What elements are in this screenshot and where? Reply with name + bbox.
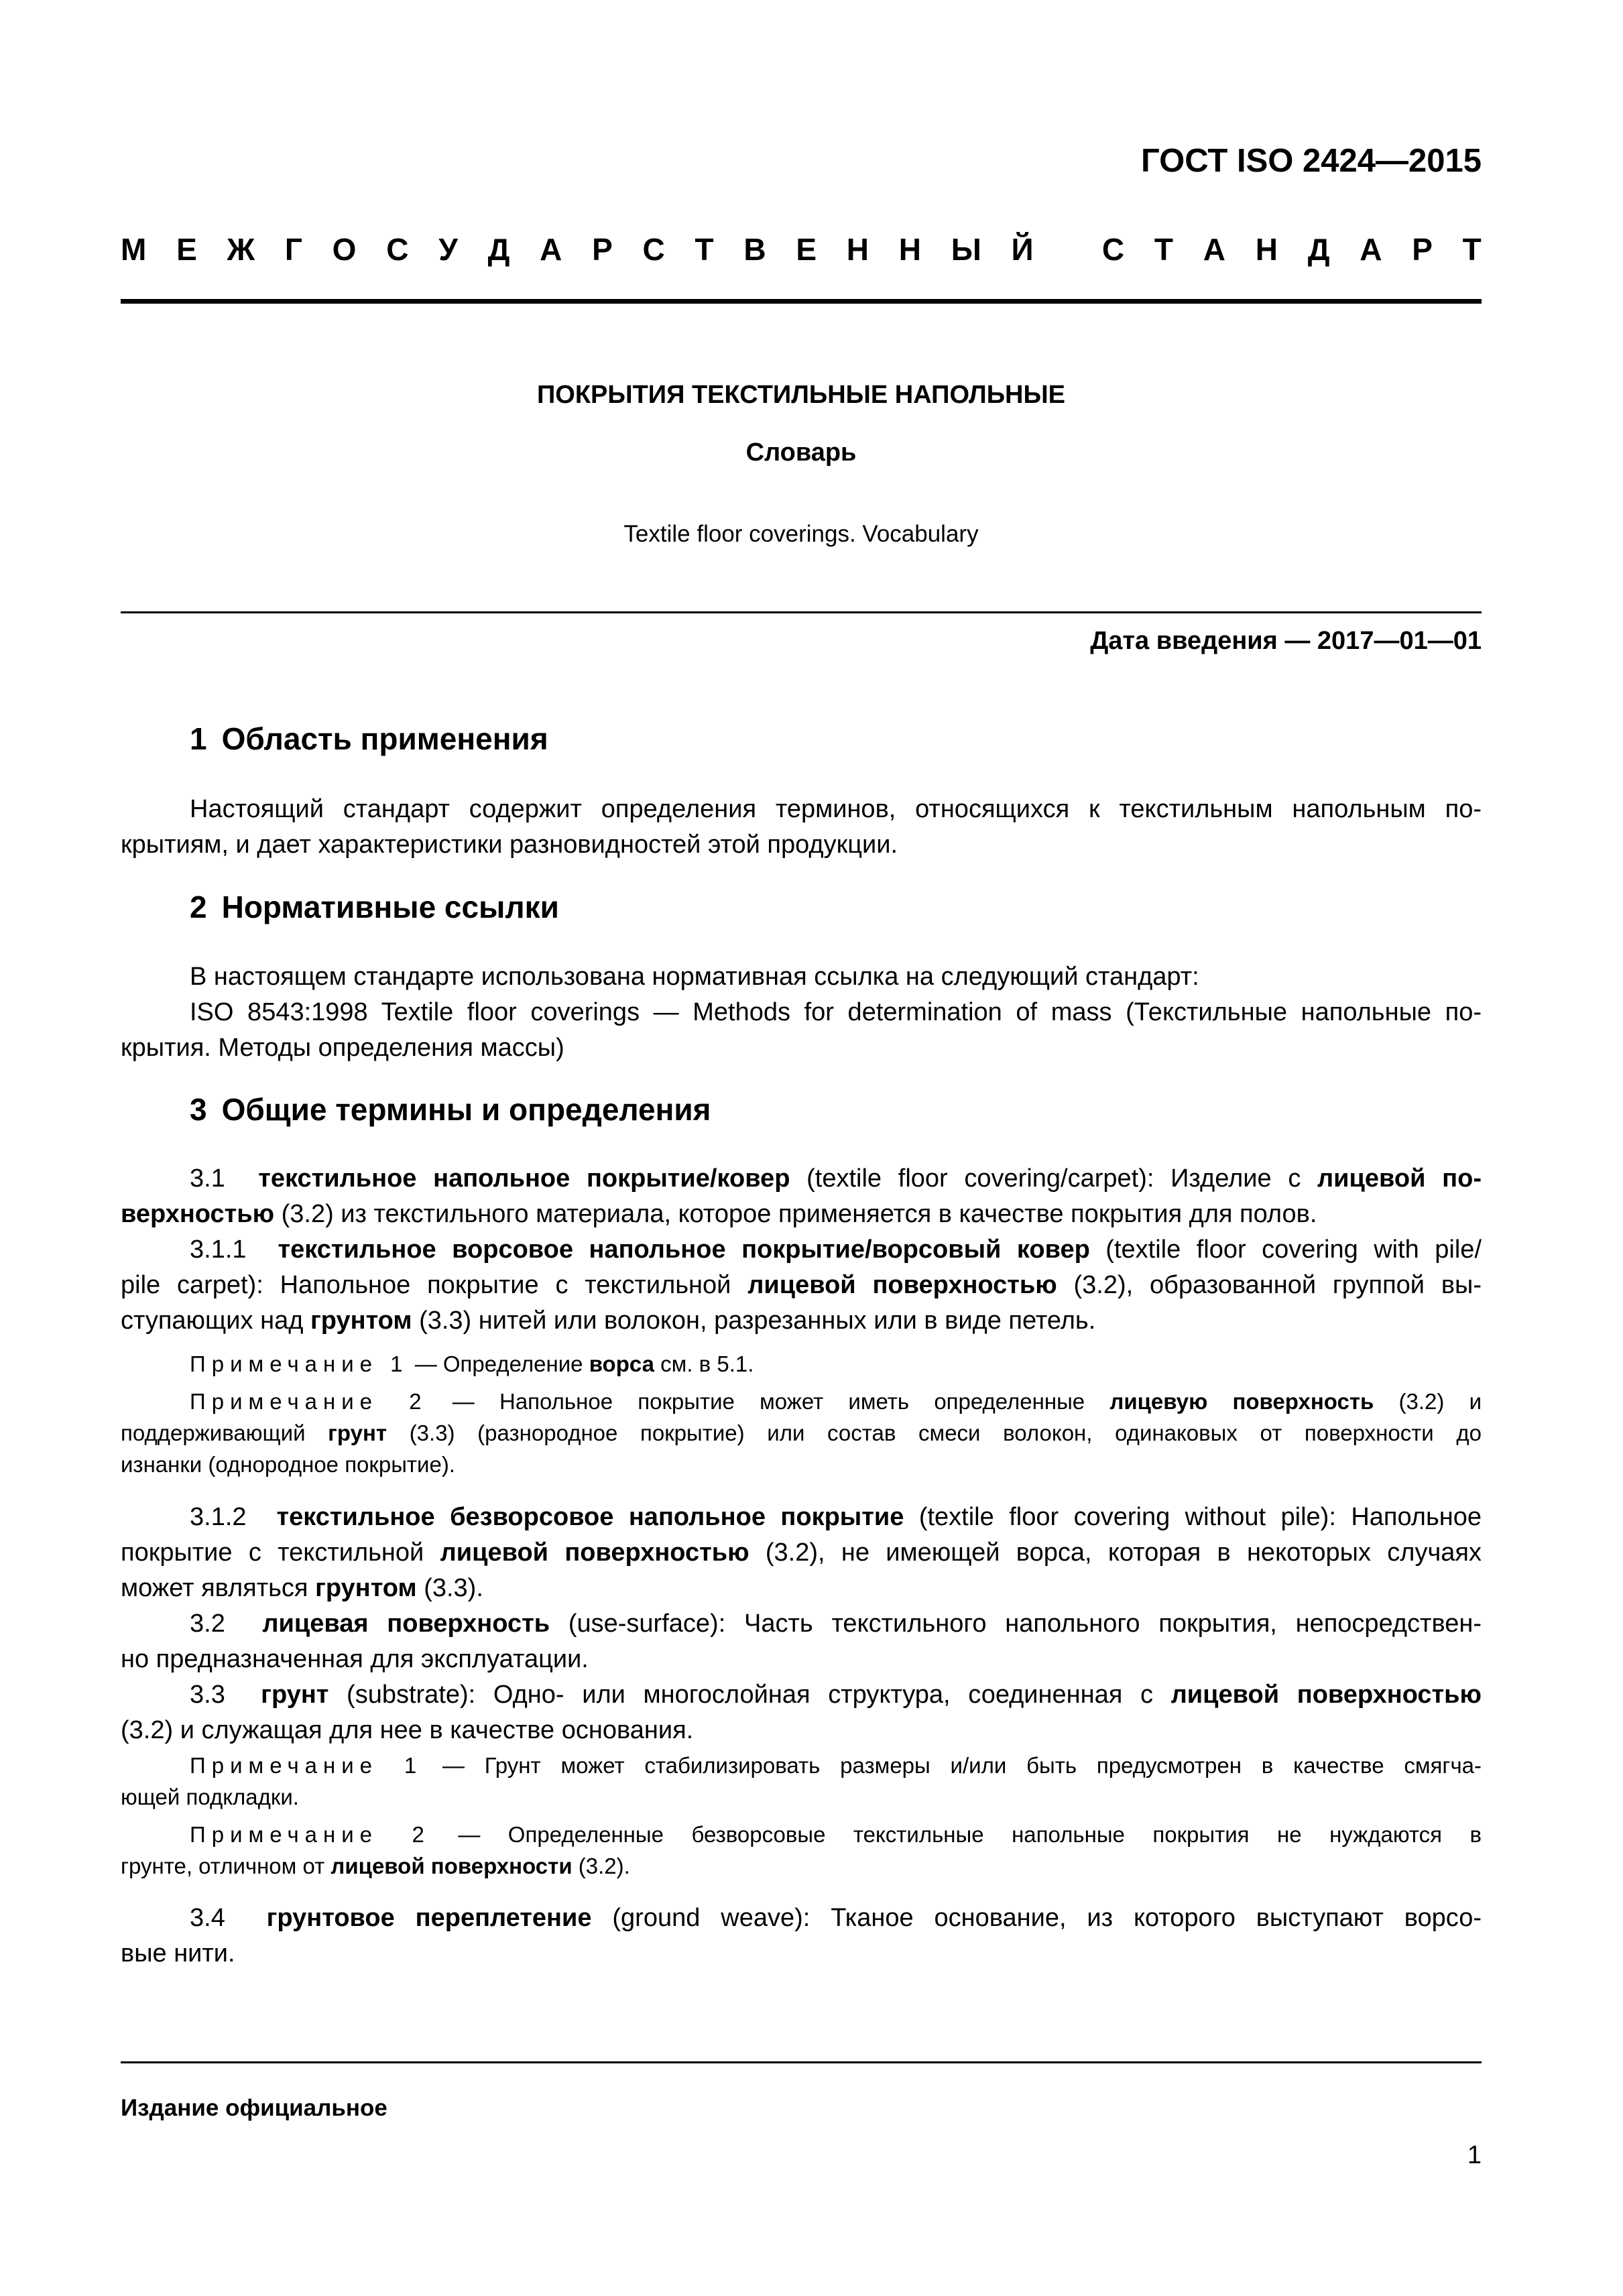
- term-3-4-block: [121, 1900, 1482, 1972]
- section-1-paragraph: [121, 792, 1482, 863]
- term-line: верхностью (3.2) из текстильного материала, которое применяется в качестве покрытия для полов.: [121, 1200, 1317, 1228]
- section-3-title: Общие термины и определения: [221, 1092, 711, 1127]
- heading-letter: [1063, 231, 1072, 267]
- interstate-standard-heading: [121, 231, 1482, 267]
- heading-letter: А: [1360, 232, 1382, 267]
- title-rule: [121, 611, 1482, 613]
- term-reference: ворса: [589, 1351, 654, 1376]
- term-name: текстильное ворсовое напольное покрытие/ворсовый ковер: [278, 1235, 1090, 1264]
- term-name: лицевая поверхность: [262, 1610, 550, 1638]
- paragraph-line: Настоящий стандарт содержит определения терминов, относящихся к текстильным напольным по-: [190, 795, 1482, 823]
- term-line: вые нити.: [121, 1939, 235, 1968]
- note-label: Примечание 2: [190, 1822, 430, 1847]
- heading-letter: Р: [592, 232, 613, 267]
- heading-letter: М: [121, 232, 147, 267]
- term-reference: грунтом: [310, 1307, 412, 1335]
- term-reference: лицевой поверхностью: [747, 1271, 1057, 1299]
- section-1-title: Область применения: [221, 721, 548, 756]
- note-3-1-1-2: Примечание 2 — Напольное покрытие может иметь определенные лицевую поверхность (3.2) и поддерживающий грунт (3.3) (разнородное покрытие) или состав смеси волокон, одинаковых от поверхности до изнанки (однородное покрытие).: [121, 1389, 1482, 1477]
- heading-letter: Ы: [951, 232, 981, 267]
- term-name: текстильное безворсовое напольное покрытие: [276, 1503, 904, 1531]
- paragraph-line: В настоящем стандарте использована нормативная ссылка на следующий стандарт:: [190, 963, 1199, 991]
- term-line: 3.3 грунт (substrate): Одно- или многослойная структура, соединенная с лицевой поверхностью: [190, 1681, 1482, 1709]
- standard-code: ГОСТ ISO 2424—2015: [1141, 143, 1482, 179]
- heading-letter: Т: [1462, 232, 1482, 267]
- term-line: (3.2) и служащая для нее в качестве основания.: [121, 1716, 694, 1744]
- header-rule: [121, 299, 1482, 304]
- heading-letter: Д: [1307, 232, 1330, 267]
- document-title: ПОКРЫТИЯ ТЕКСТИЛЬНЫЕ НАПОЛЬНЫЕ: [536, 381, 1066, 409]
- heading-letter: С: [1101, 232, 1125, 267]
- heading-letter: С: [386, 232, 409, 267]
- term-line: 3.4 грунтовое переплетение (ground weave): Тканое основание, из которого выступают ворсо-: [190, 1904, 1482, 1932]
- note-3-3-2: Примечание 2 — Определенные безворсовые текстильные напольные покрытия не нуждаются в грунте, отличном от лицевой поверхности (3.2).: [121, 1822, 1482, 1878]
- term-line: ступающих над грунтом (3.3) нитей или волокон, разрезанных или в виде петель.: [121, 1307, 1096, 1335]
- term-line: 3.1.1 текстильное ворсовое напольное покрытие/ворсовый ковер (textile floor covering with pile/: [190, 1235, 1482, 1264]
- document-subtitle: Словарь: [745, 438, 857, 467]
- reference-line: крытия. Методы определения массы): [121, 1034, 564, 1062]
- paragraph-line: крытиям, и дает характеристики разновидностей этой продукции.: [121, 831, 898, 859]
- term-name: грунт: [261, 1681, 329, 1709]
- section-2-heading: [190, 889, 559, 925]
- heading-letter: Й: [1011, 232, 1034, 267]
- term-reference: лицевой поверхностью: [440, 1538, 749, 1567]
- term-reference: лицевой по-: [1317, 1164, 1482, 1193]
- heading-letter: А: [540, 232, 562, 267]
- heading-letter: Д: [487, 232, 510, 267]
- heading-letter: А: [1203, 232, 1225, 267]
- term-line: 3.2 лицевая поверхность (use-surface): Часть текстильного напольного покрытия, непосредствен-: [190, 1610, 1482, 1638]
- term-reference: грунтом: [315, 1574, 417, 1602]
- heading-letter: О: [332, 232, 357, 267]
- document-title-english: Textile floor coverings. Vocabulary: [623, 521, 979, 547]
- term-line: 3.1 текстильное напольное покрытие/ковер (textile floor covering/carpet): Изделие с лицевой по-: [190, 1164, 1482, 1193]
- section-3-number: 3: [190, 1092, 207, 1127]
- note-label: Примечание 1: [190, 1753, 423, 1778]
- heading-letter: Т: [695, 232, 714, 267]
- introduction-date: Дата введения — 2017—01—01: [1090, 627, 1482, 655]
- term-line: может являться грунтом (3.3).: [121, 1574, 483, 1602]
- term-reference: грунт: [328, 1421, 387, 1445]
- section-1-number: 1: [190, 721, 207, 756]
- heading-letter: В: [743, 232, 766, 267]
- heading-letter: Р: [1412, 232, 1433, 267]
- heading-letter: Е: [176, 232, 197, 267]
- heading-letter: Е: [796, 232, 817, 267]
- note-3-1-1-1: Примечание 1 — Определение ворса см. в 5.1.: [190, 1351, 754, 1376]
- heading-letter: У: [438, 232, 458, 267]
- section-3-heading: [190, 1091, 711, 1128]
- term-3-1-2-block: [121, 1500, 1482, 1748]
- heading-letter: Ж: [227, 232, 255, 267]
- heading-letter: С: [642, 232, 665, 267]
- heading-letter: Н: [898, 232, 921, 267]
- term-name: грунтовое переплетение: [266, 1904, 592, 1932]
- page-number: 1: [1467, 2141, 1482, 2169]
- term-line: покрытие с текстильной лицевой поверхностью (3.2), не имеющей ворса, которая в некоторых случаях: [121, 1538, 1482, 1567]
- note-label: Примечание 2: [190, 1389, 428, 1414]
- term-name: текстильное напольное покрытие/ковер: [258, 1164, 790, 1193]
- official-edition-label: Издание официальное: [121, 2095, 387, 2121]
- section-2-number: 2: [190, 890, 207, 924]
- heading-letter: Т: [1154, 232, 1173, 267]
- term-reference: лицевой поверхностью: [1170, 1681, 1482, 1709]
- term-3-1-block: [121, 1161, 1482, 1339]
- heading-letter: Н: [1255, 232, 1278, 267]
- heading-letter: Г: [284, 232, 302, 267]
- term-line: но предназначенная для эксплуатации.: [121, 1645, 589, 1673]
- term-line: pile carpet): Напольное покрытие с текстильной лицевой поверхностью (3.2), образованной группой вы-: [121, 1271, 1482, 1299]
- reference-line: ISO 8543:1998 Textile floor coverings — Methods for determination of mass (Текстильные напольные по-: [190, 998, 1482, 1026]
- section-2-title: Нормативные ссылки: [221, 890, 559, 924]
- term-reference: лицевую поверхность: [1109, 1389, 1374, 1414]
- footer-rule: [121, 2061, 1482, 2063]
- note-3-3-1: Примечание 1 — Грунт может стабилизировать размеры и/или быть предусмотрен в качестве смягча- ющей подкладки.: [121, 1753, 1482, 1809]
- term-reference: верхностью: [121, 1200, 275, 1228]
- term-line: 3.1.2 текстильное безворсовое напольное покрытие (textile floor covering without pile): Напольное: [190, 1503, 1482, 1531]
- section-1-heading: [190, 721, 548, 757]
- note-label: Примечание 1: [190, 1351, 409, 1376]
- term-reference: лицевой поверхности: [330, 1854, 573, 1878]
- heading-letter: Н: [846, 232, 869, 267]
- section-2-paragraph: [121, 959, 1482, 1066]
